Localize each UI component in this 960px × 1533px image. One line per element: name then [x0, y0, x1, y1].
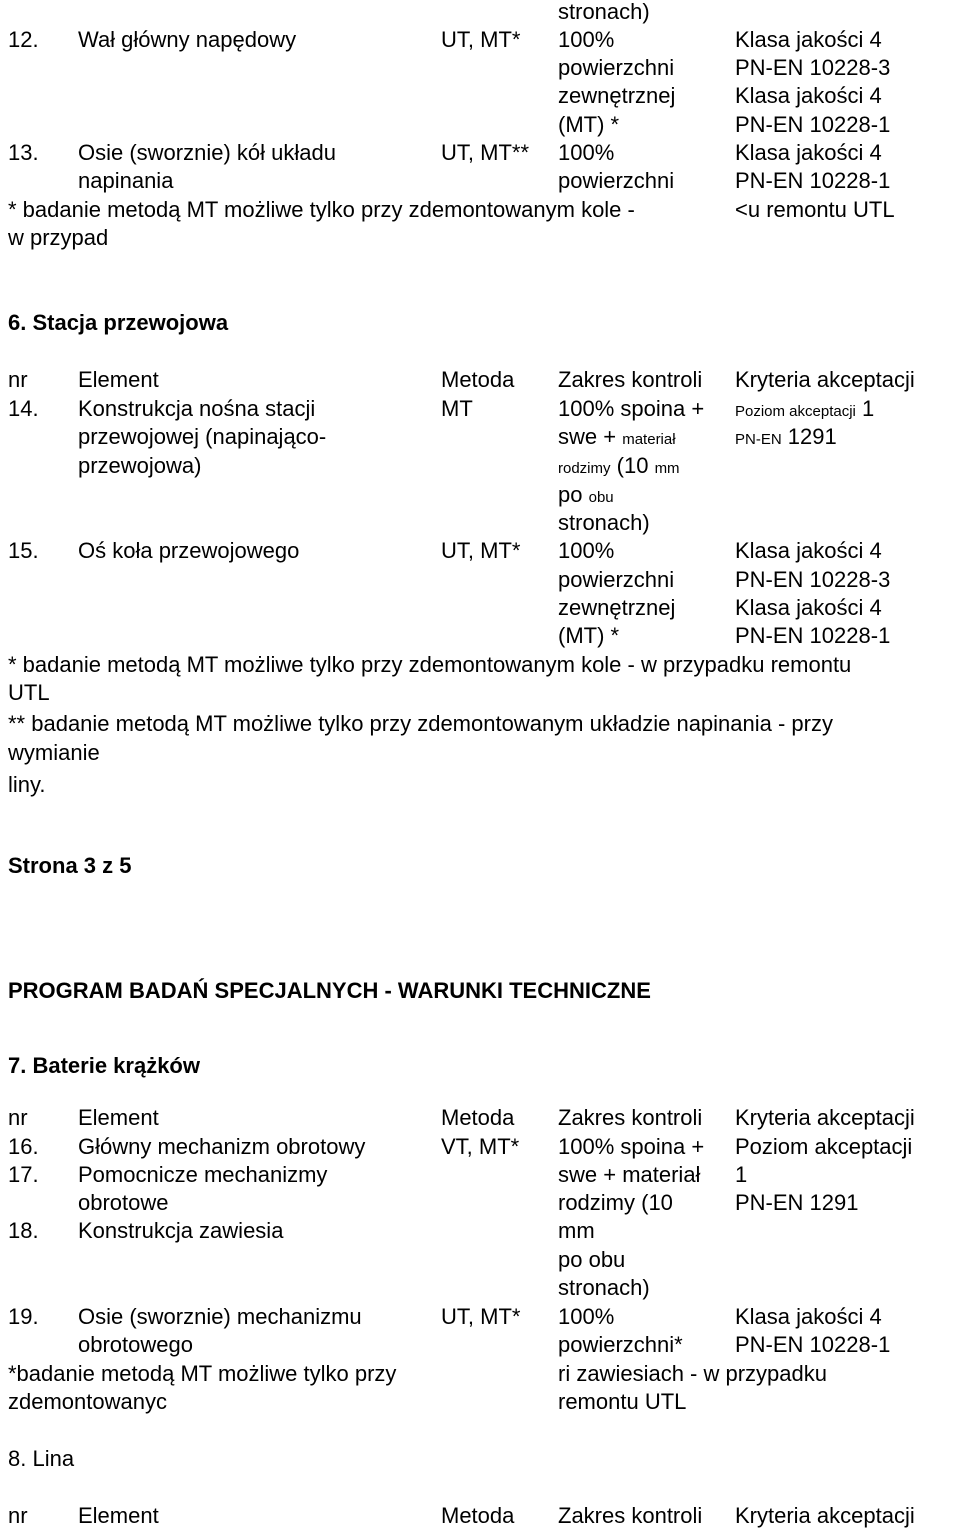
criteria-cell: PN-EN 10228-1	[735, 1332, 891, 1357]
criteria-cell	[735, 395, 874, 426]
element-cell: Osie (sworznie) mechanizmu	[78, 1304, 362, 1329]
criteria-text: Poziom akceptacji	[735, 403, 856, 420]
range-cell: powierzchni	[558, 567, 675, 592]
method-cell: VT, MT*	[441, 1134, 520, 1159]
criteria-cell	[735, 423, 837, 454]
criteria-cell: PN-EN 10228-3	[735, 55, 891, 80]
range-cell: mm	[558, 1218, 595, 1243]
row-number: 16.	[8, 1134, 39, 1159]
range-cell	[558, 423, 676, 454]
method-cell: UT, MT*	[441, 538, 521, 563]
range-cell: zewnętrznej	[558, 83, 676, 108]
criteria-cell: Klasa jakości 4	[735, 140, 882, 165]
range-cell: stronach)	[558, 0, 650, 24]
element-cell: obrotowe	[78, 1190, 169, 1215]
criteria-cell: Poziom akceptacji	[735, 1134, 913, 1159]
header-criteria: Kryteria akceptacji	[735, 1105, 915, 1130]
criteria-cell: 1	[735, 1162, 748, 1187]
criteria-cell: Klasa jakości 4	[735, 83, 882, 108]
range-cell: 100%	[558, 1304, 615, 1329]
footnote: ** badanie metodą MT możliwe tylko przy zdemontowanym układzie napinania - przy	[8, 711, 833, 736]
row-number: 14.	[8, 396, 39, 421]
footnote: UTL	[8, 680, 50, 705]
criteria-cell: PN-EN 10228-1	[735, 168, 891, 193]
footnote: *badanie metodą MT możliwe tylko przy	[8, 1361, 397, 1386]
page-title: PROGRAM BADAŃ SPECJALNYCH - WARUNKI TECHNICZNE	[8, 978, 651, 1003]
element-cell: Główny mechanizm obrotowy	[78, 1134, 366, 1159]
criteria-cell: Klasa jakości 4	[735, 1304, 882, 1329]
range-cell: (MT) *	[558, 623, 620, 648]
header-method: Metoda	[441, 367, 515, 392]
method-cell: UT, MT*	[441, 1304, 521, 1329]
range-cell: 100% spoina +	[558, 1134, 705, 1159]
section-title: 6. Stacja przewojowa	[8, 310, 229, 335]
header-criteria: Kryteria akceptacji	[735, 1503, 915, 1528]
range-cell: 100%	[558, 140, 615, 165]
range-text: (10	[616, 453, 649, 478]
method-cell: MT	[441, 396, 473, 421]
element-cell: Oś koła przewojowego	[78, 538, 300, 563]
row-number: 18.	[8, 1218, 39, 1243]
element-cell: obrotowego	[78, 1332, 193, 1357]
method-cell: UT, MT**	[441, 140, 529, 165]
header-range: Zakres kontroli	[558, 1503, 703, 1528]
criteria-cell: Klasa jakości 4	[735, 538, 882, 563]
header-method: Metoda	[441, 1503, 515, 1528]
range-text: mm	[654, 460, 680, 477]
element-cell: napinania	[78, 168, 174, 193]
range-cell: po obu	[558, 1247, 626, 1272]
element-cell: Konstrukcja zawiesia	[78, 1218, 284, 1243]
criteria-text: PN-EN	[735, 431, 782, 448]
element-cell: Pomocnicze mechanizmy	[78, 1162, 328, 1187]
header-element: Element	[78, 367, 159, 392]
range-cell: stronach)	[558, 1275, 650, 1300]
criteria-cell: PN-EN 1291	[735, 1190, 859, 1215]
criteria-cell: PN-EN 10228-1	[735, 112, 891, 137]
range-cell: swe + materiał	[558, 1162, 701, 1187]
range-text: swe +	[558, 424, 617, 449]
range-cell: stronach)	[558, 510, 650, 535]
element-cell: Osie (sworznie) kół układu	[78, 140, 336, 165]
header-element: Element	[78, 1105, 159, 1130]
range-cell	[558, 481, 614, 512]
range-text: obu	[588, 489, 614, 506]
header-range: Zakres kontroli	[558, 1105, 703, 1130]
row-number: 12.	[8, 27, 39, 52]
footnote: * badanie metodą MT możliwe tylko przy zdemontowanym kole - w przypadku remontu	[8, 652, 852, 677]
range-cell: powierzchni*	[558, 1332, 683, 1357]
range-text: po	[558, 482, 583, 507]
range-cell: (MT) *	[558, 112, 620, 137]
footnote: * badanie metodą MT możliwe tylko przy zdemontowanym kole -	[8, 197, 635, 222]
header-criteria: Kryteria akceptacji	[735, 367, 915, 392]
range-cell: 100%	[558, 538, 615, 563]
row-number: 17.	[8, 1162, 39, 1187]
criteria-cell: Klasa jakości 4	[735, 595, 882, 620]
footnote: ri zawiesiach - w przypadku	[558, 1361, 827, 1386]
header-element: Element	[78, 1503, 159, 1528]
element-cell: Wał główny napędowy	[78, 27, 297, 52]
criteria-text: 1	[862, 396, 875, 421]
header-nr: nr	[8, 367, 28, 392]
row-number: 13.	[8, 140, 39, 165]
criteria-cell: Klasa jakości 4	[735, 27, 882, 52]
row-number: 19.	[8, 1304, 39, 1329]
method-cell: UT, MT*	[441, 27, 521, 52]
element-cell: przewojowa)	[78, 453, 202, 478]
row-number: 15.	[8, 538, 39, 563]
header-range: Zakres kontroli	[558, 367, 703, 392]
range-text: rodzimy	[558, 460, 611, 477]
range-cell: rodzimy (10	[558, 1190, 673, 1215]
range-cell: 100%	[558, 27, 615, 52]
footnote: <u remontu UTL	[735, 197, 895, 222]
header-method: Metoda	[441, 1105, 515, 1130]
range-cell: zewnętrznej	[558, 595, 676, 620]
section-title: 7. Baterie krążków	[8, 1053, 200, 1078]
range-cell: powierzchni	[558, 168, 675, 193]
page-number: Strona 3 z 5	[8, 853, 132, 878]
element-cell: przewojowej (napinająco-	[78, 424, 327, 449]
header-nr: nr	[8, 1503, 28, 1528]
footnote: zdemontowanyc	[8, 1389, 167, 1414]
footnote: w przypad	[8, 225, 109, 250]
range-cell: powierzchni	[558, 55, 675, 80]
footnote: liny.	[8, 772, 46, 797]
element-cell: Konstrukcja nośna stacji	[78, 396, 316, 421]
header-nr: nr	[8, 1105, 28, 1130]
footnote: wymianie	[8, 740, 100, 765]
range-cell	[558, 452, 680, 483]
footnote: remontu UTL	[558, 1389, 687, 1414]
criteria-cell: PN-EN 10228-3	[735, 567, 891, 592]
section-title: 8. Lina	[8, 1446, 75, 1471]
criteria-text: 1291	[787, 424, 837, 449]
criteria-cell: PN-EN 10228-1	[735, 623, 891, 648]
range-text: materiał	[622, 431, 676, 448]
range-cell: 100% spoina +	[558, 396, 705, 421]
